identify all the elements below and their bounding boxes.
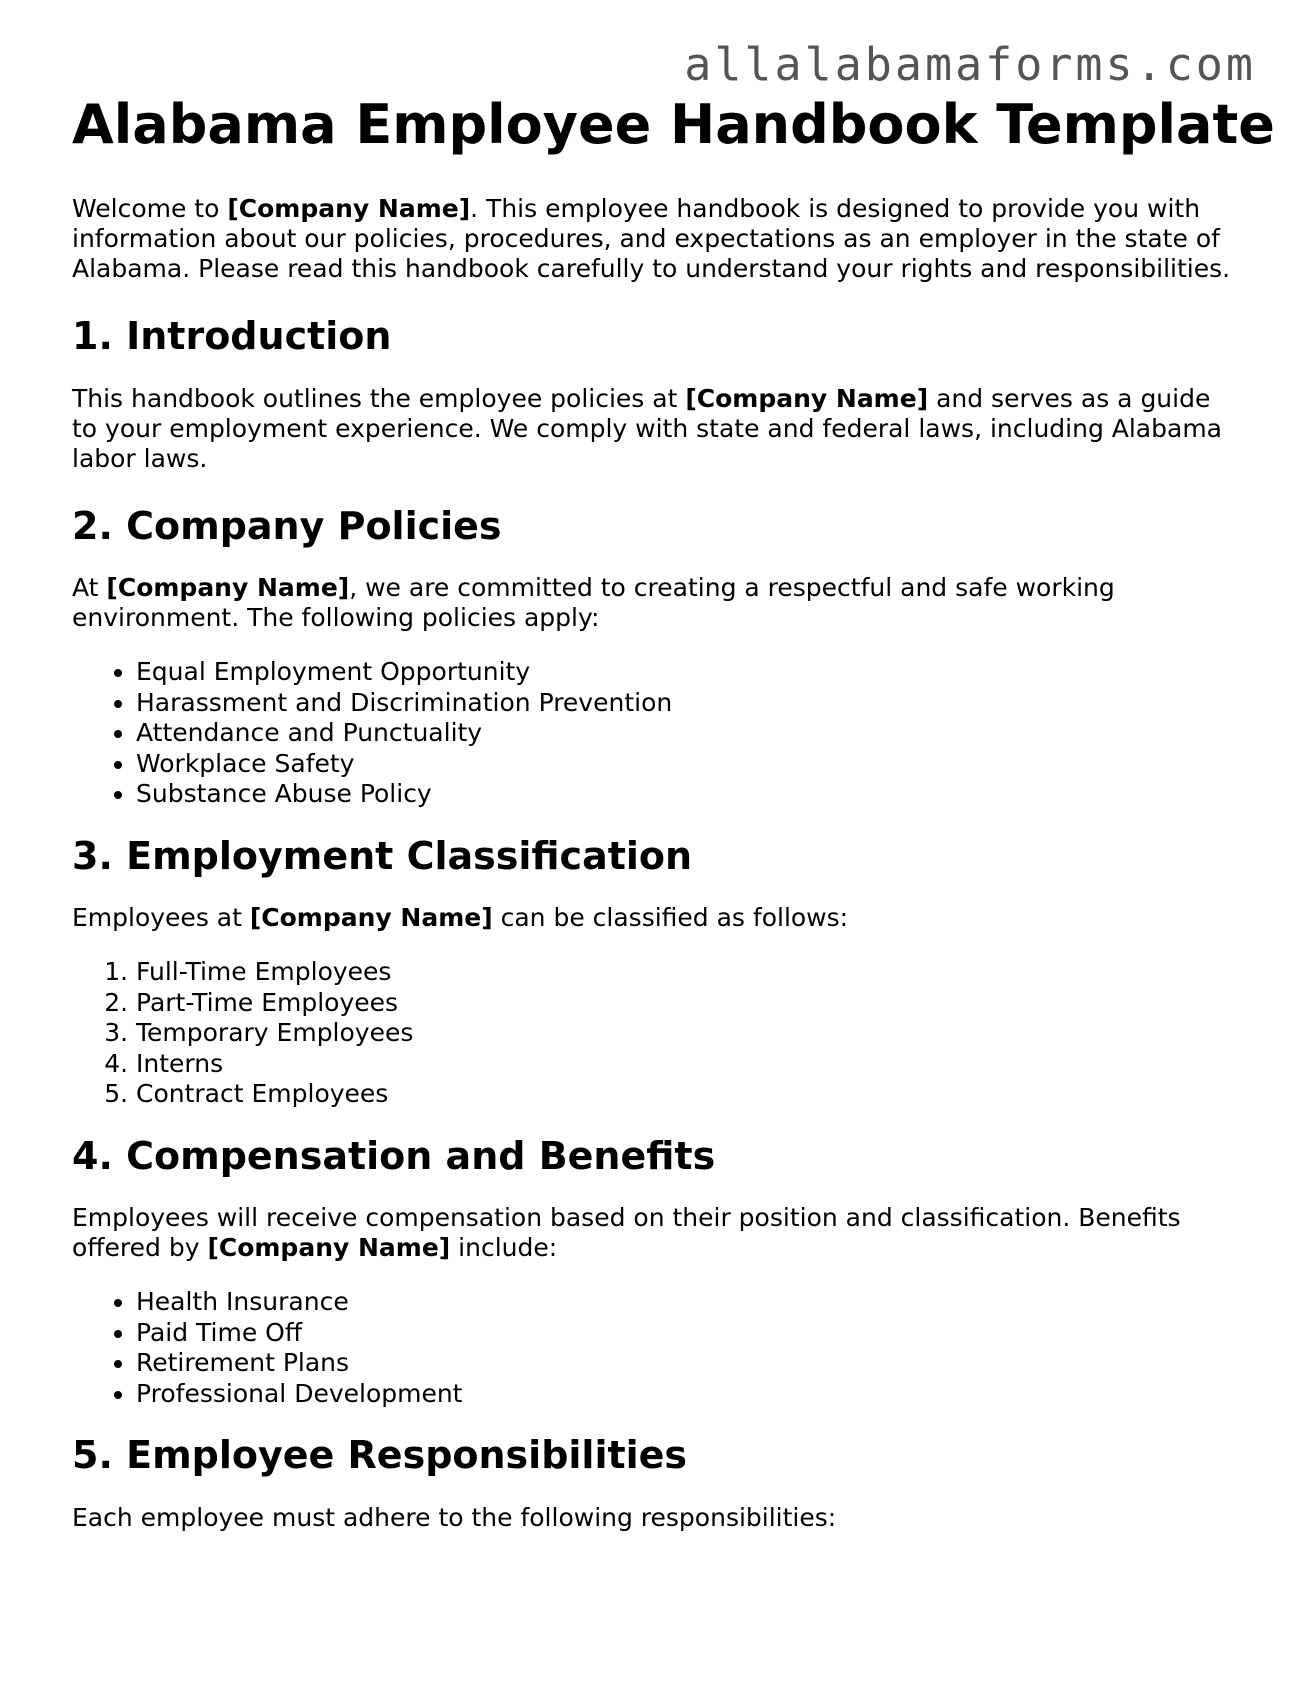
- section-heading-introduction: 1. Introduction: [72, 314, 392, 359]
- list-item: • Substance Abuse Policy: [136, 779, 1237, 810]
- section-heading-employee-responsibilities: 5. Employee Responsibilities: [72, 1433, 688, 1478]
- list-item: • Retirement Plans: [136, 1348, 1237, 1379]
- introduction-paragraph: [72, 384, 1237, 474]
- section-heading-compensation-benefits: 4. Compensation and Benefits: [72, 1133, 716, 1178]
- classification-text-start: Employees at: [72, 903, 250, 933]
- list-item: • Attendance and Punctuality: [136, 718, 1237, 749]
- compensation-paragraph: [72, 1203, 1237, 1263]
- company-name-placeholder: [Company Name]: [685, 383, 929, 413]
- policies-paragraph: [72, 573, 1237, 633]
- list-item: • Workplace Safety: [136, 749, 1237, 780]
- classification-paragraph: [72, 903, 1237, 933]
- policies-text-end: , we are committed to creating a respectful and safe working environment. The following policies apply:: [72, 573, 1115, 633]
- list-item: 2. Part-Time Employees: [136, 988, 1237, 1019]
- list-item: 1. Full-Time Employees: [136, 957, 1237, 988]
- welcome-text-end: . This employee handbook is designed to provide you with information about our policies, procedures, and expectations as an employer in the state of Alabama. Please read this handbook carefully to understand your rights and responsibilities.: [72, 194, 1231, 284]
- document-body: [72, 93, 1275, 1533]
- list-item: • Professional Development: [136, 1379, 1237, 1410]
- list-item: • Harassment and Discrimination Prevention: [136, 688, 1237, 719]
- site-watermark: allalabamaforms.com: [684, 38, 1256, 91]
- introduction-text-start: This handbook outlines the employee policies at: [72, 383, 686, 413]
- company-name-placeholder: [Company Name]: [249, 903, 493, 933]
- company-name-placeholder: [Company Name]: [207, 1233, 451, 1263]
- welcome-paragraph: [72, 194, 1237, 284]
- section-heading-company-policies: 2. Company Policies: [72, 503, 502, 548]
- section-heading-employment-classification: 3. Employment Classification: [72, 833, 693, 878]
- responsibilities-paragraph: Each employee must adhere to the following responsibilities:: [72, 1503, 837, 1533]
- compensation-text-end: include:: [450, 1233, 558, 1263]
- introduction-text-end: and serves as a guide to your employment experience. We comply with state and federal laws, including Alabama labor laws.: [72, 383, 1222, 473]
- classification-text-end: can be classified as follows:: [492, 903, 849, 933]
- list-item: 5. Contract Employees: [136, 1079, 1237, 1110]
- list-item: • Equal Employment Opportunity: [136, 657, 1237, 688]
- list-item: 4. Interns: [136, 1049, 1237, 1080]
- compensation-text-start: Employees will receive compensation based on their position and classification. Benefits offered by: [72, 1203, 1181, 1263]
- page-title: Alabama Employee Handbook Template: [72, 93, 1275, 156]
- company-name-placeholder: [Company Name]: [106, 573, 350, 603]
- list-item: • Health Insurance: [136, 1287, 1237, 1318]
- policies-list: [72, 657, 1237, 810]
- welcome-text-start: Welcome to: [72, 194, 228, 224]
- benefits-list: [72, 1287, 1237, 1409]
- classification-list: [72, 957, 1237, 1110]
- company-name-placeholder: [Company Name]: [227, 194, 471, 224]
- list-item: 3. Temporary Employees: [136, 1018, 1237, 1049]
- list-item: • Paid Time Off: [136, 1318, 1237, 1349]
- policies-text-start: At: [72, 573, 107, 603]
